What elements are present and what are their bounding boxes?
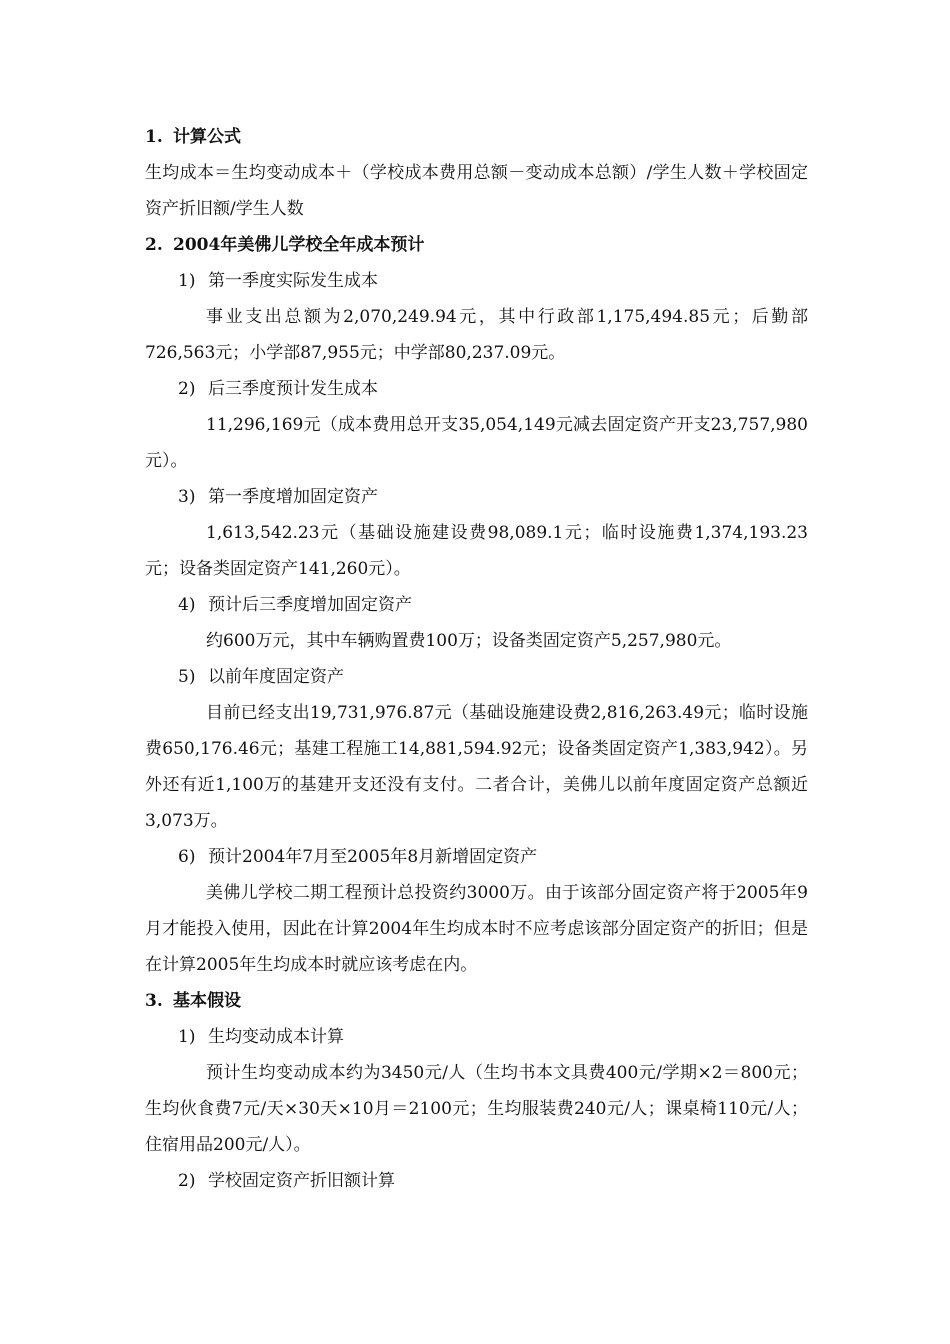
section-heading	[145, 119, 808, 155]
subsection-heading	[145, 839, 808, 875]
section-heading	[145, 983, 808, 1019]
section-heading	[145, 227, 808, 263]
subsection-number: 2)	[178, 1171, 196, 1191]
section-title: 计算公式	[173, 127, 241, 147]
document-content	[145, 119, 808, 1199]
subsection-text: 预计生均变动成本约为3450元/人（生均书本文具费400元/学期×2＝800元；生均伙食费7元/天×30天×10月＝2100元；生均服装费240元/人；课桌椅110元/人；住宿用品200元/人）。	[145, 1063, 808, 1155]
subsection-number: 5)	[178, 667, 196, 687]
subsection-title: 预计后三季度增加固定资产	[208, 595, 412, 615]
subsection-title: 第一季度实际发生成本	[208, 271, 378, 291]
subsection-title: 生均变动成本计算	[208, 1027, 344, 1047]
section-title: 基本假设	[173, 991, 241, 1011]
subsection-heading	[145, 371, 808, 407]
subsection-number: 4)	[178, 595, 196, 615]
subsection-title: 第一季度增加固定资产	[208, 487, 378, 507]
subsection-text: 11,296,169元（成本费用总开支35,054,149元减去固定资产开支23,757,980元）。	[145, 415, 808, 471]
subsection-heading	[145, 1019, 808, 1055]
formula-paragraph: 生均成本＝生均变动成本＋（学校成本费用总额－变动成本总额）/学生人数＋学校固定资产折旧额/学生人数	[145, 163, 808, 219]
subsection-text: 美佛儿学校二期工程预计总投资约3000万。由于该部分固定资产将于2005年9月才能投入使用，因此在计算2004年生均成本时不应考虑该部分固定资产的折旧；但是在计算2005年生均成本时就应该考虑在内。	[145, 883, 808, 975]
subsection-text: 1,613,542.23元（基础设施建设费98,089.1元；临时设施费1,374,193.23元；设备类固定资产141,260元）。	[145, 523, 808, 579]
subsection-number: 1)	[178, 1027, 196, 1047]
subsection-heading	[145, 587, 808, 623]
subsection-text: 目前已经支出19,731,976.87元（基础设施建设费2,816,263.49元；临时设施费650,176.46元；基建工程施工14,881,594.92元；设备类固定资产1,383,942）。另外还有近1,100万的基建开支还没有支付。二者合计，美佛儿以前年度固定资产总额近3,073万。	[145, 703, 808, 831]
section-title: 2004年美佛儿学校全年成本预计	[173, 235, 425, 255]
subsection-number: 6)	[178, 847, 196, 867]
section-number: 3.	[145, 991, 163, 1011]
subsection-heading	[145, 1163, 808, 1199]
section-number: 1.	[145, 127, 163, 147]
subsection-text: 约600万元，其中车辆购置费100万；设备类固定资产5,257,980元。	[206, 631, 732, 651]
subsection-title: 预计2004年7月至2005年8月新增固定资产	[208, 847, 538, 867]
subsection-heading	[145, 659, 808, 695]
subsection-heading	[145, 479, 808, 515]
subsection-title: 后三季度预计发生成本	[208, 379, 378, 399]
subsection-text: 事业支出总额为2,070,249.94元，其中行政部1,175,494.85元；后勤部726,563元；小学部87,955元；中学部80,237.09元。	[145, 307, 808, 363]
subsection-title: 学校固定资产折旧额计算	[208, 1171, 395, 1191]
subsection-number: 1)	[178, 271, 196, 291]
subsection-number: 3)	[178, 487, 196, 507]
subsection-title: 以前年度固定资产	[208, 667, 344, 687]
subsection-number: 2)	[178, 379, 196, 399]
section-number: 2.	[145, 235, 163, 255]
subsection-heading	[145, 263, 808, 299]
